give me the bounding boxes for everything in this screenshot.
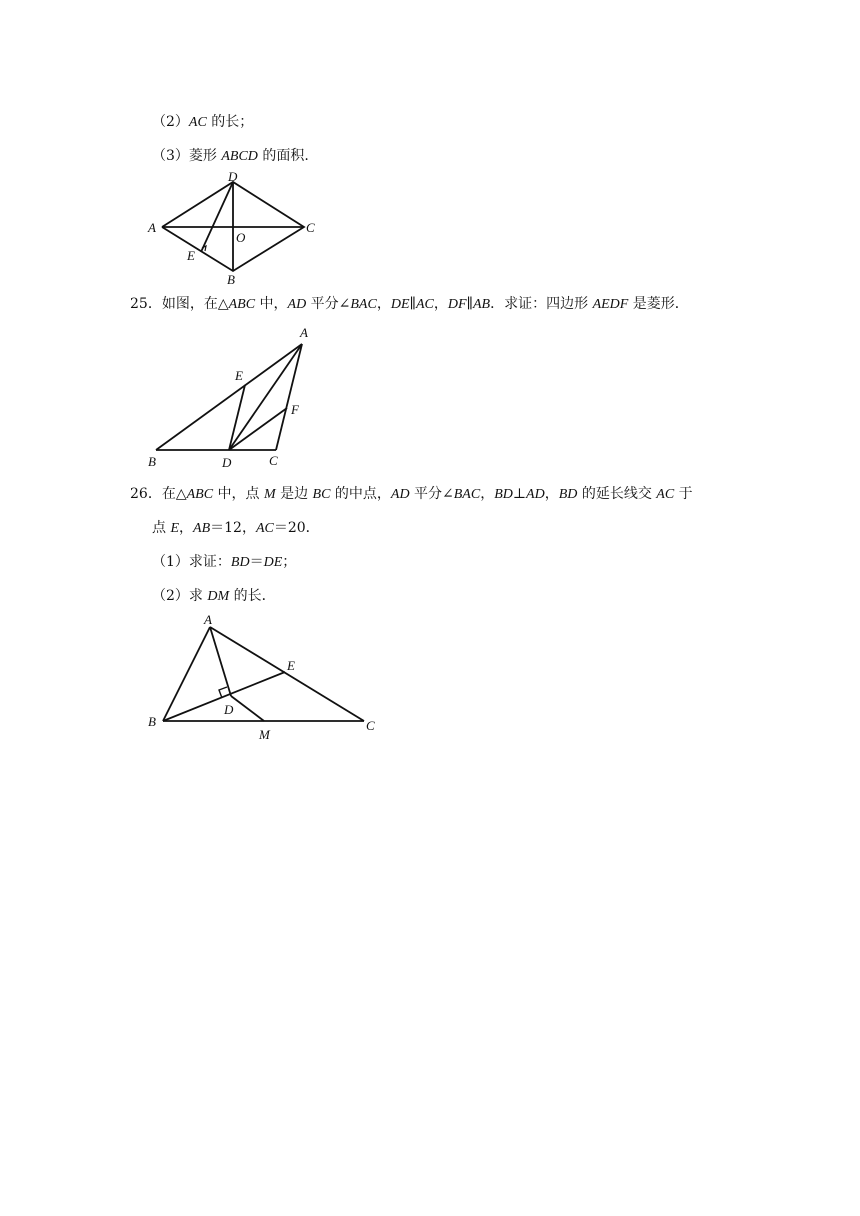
math-var: DM: [207, 589, 230, 604]
label-a: A: [204, 612, 212, 627]
q26-part2: [152, 586, 276, 607]
text: ＝20．: [273, 520, 320, 536]
segment-ad: [229, 344, 302, 450]
label-e: E: [235, 368, 243, 383]
label-b: B: [148, 454, 156, 469]
math-var: DF: [447, 297, 467, 312]
text: ；: [282, 554, 297, 570]
math-var: BAC: [350, 297, 377, 312]
text: ＝12，: [210, 520, 256, 536]
part-label: （2）求: [152, 588, 208, 604]
q24-part3: [152, 146, 309, 167]
text: 的长．: [229, 588, 276, 604]
label-c: C: [269, 453, 278, 468]
text: 如图，在△: [161, 296, 229, 312]
text: 是菱形．: [628, 296, 689, 312]
text: ，: [433, 296, 448, 312]
math-var: AC: [255, 521, 274, 536]
q24-part2: [152, 112, 253, 133]
text: 于: [674, 486, 693, 502]
text: 平分∠: [306, 296, 351, 312]
text: 点: [152, 520, 171, 536]
text: ∥: [466, 296, 473, 312]
math-var: E: [170, 521, 180, 536]
part-label: （2）: [152, 114, 189, 130]
q25-triangle-figure: [142, 322, 322, 472]
text: ∥: [409, 296, 416, 312]
math-var: DE: [263, 555, 283, 570]
math-var: DE: [390, 297, 410, 312]
math-var: AB: [193, 521, 211, 536]
math-var: AB: [473, 297, 491, 312]
label-a: A: [300, 325, 308, 340]
math-var: ABC: [228, 297, 256, 312]
label-a: A: [148, 220, 156, 235]
q26-statement-line2: [152, 518, 320, 539]
math-var: BD: [494, 487, 513, 502]
text: 在△: [161, 486, 187, 502]
math-var: ABC: [186, 487, 214, 502]
math-var: AC: [656, 487, 675, 502]
side-ab: [163, 627, 210, 721]
label-b: B: [227, 272, 235, 286]
math-var: AD: [526, 487, 545, 502]
text: 的延长线交: [577, 486, 657, 502]
text: 中，: [255, 296, 288, 312]
math-var: AEDF: [592, 297, 629, 312]
label-e: E: [187, 248, 195, 263]
text: 是边: [275, 486, 313, 502]
label-d: D: [228, 169, 238, 184]
label-d: D: [222, 455, 232, 470]
label-e: E: [287, 658, 295, 673]
text: 中，点: [213, 486, 264, 502]
part-label: （3）菱形: [152, 148, 222, 164]
question-number: 26．: [130, 486, 162, 502]
text: ，: [376, 296, 391, 312]
math-var: AC: [188, 115, 207, 130]
math-var: AC: [415, 297, 434, 312]
label-m: M: [259, 727, 270, 742]
q26-statement-line1: [130, 484, 693, 505]
text: ，: [179, 520, 194, 536]
label-d: D: [224, 702, 234, 717]
text: ，: [544, 486, 559, 502]
text: 的中点，: [330, 486, 391, 502]
label-f: F: [291, 402, 299, 417]
math-var: ABCD: [221, 149, 258, 164]
math-var: BD: [230, 555, 250, 570]
math-var: AD: [287, 297, 307, 312]
label-c: C: [306, 220, 315, 235]
q26-part1: [152, 552, 296, 573]
text: ＝: [249, 554, 264, 570]
math-var: AD: [390, 487, 410, 502]
label-o: O: [236, 230, 246, 245]
q25-statement: [130, 294, 689, 315]
math-var: BD: [558, 487, 578, 502]
q26-triangle-figure: [142, 610, 382, 746]
text: 平分∠: [409, 486, 454, 502]
q24-rhombus-figure: [142, 168, 322, 286]
text: ⊥: [512, 486, 527, 502]
text: ，: [480, 486, 495, 502]
label-b: B: [148, 714, 156, 729]
math-var: BAC: [453, 487, 481, 502]
part-text: 的面积.: [257, 148, 309, 164]
math-var: M: [263, 487, 276, 502]
part-label: （1）求证：: [152, 554, 231, 570]
math-var: BC: [312, 487, 331, 502]
question-number: 25．: [130, 296, 162, 312]
text: ．求证：四边形: [490, 296, 593, 312]
label-c: C: [366, 718, 375, 733]
segment-dm: [231, 696, 264, 721]
part-text: 的长；: [206, 114, 254, 130]
